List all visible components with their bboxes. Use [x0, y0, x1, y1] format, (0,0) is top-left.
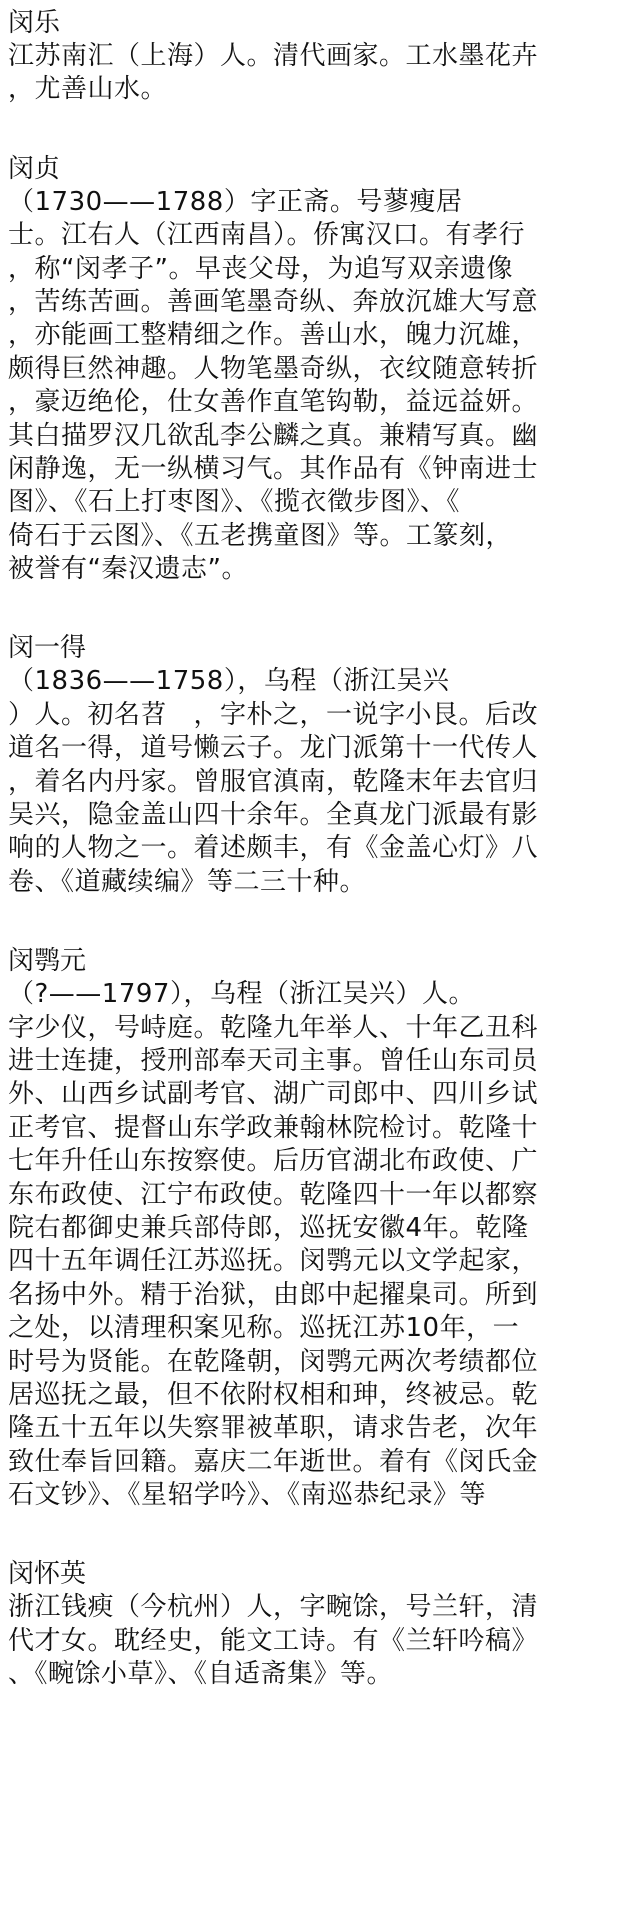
- entry-name: 闵鹗元: [8, 946, 87, 977]
- entry-text-line: 、《畹馀小草》、《自适斋集》等。: [8, 1659, 394, 1690]
- entry-text-line: （1730——1788）字正斋。号蓼瘦居: [8, 186, 463, 217]
- document-page: [8, 6, 632, 1737]
- entry-text-line: ，着名内丹家。曾服官滇南，乾隆末年去官归: [8, 766, 539, 797]
- entry-min-yide: [8, 631, 632, 899]
- entry-text-line: ，苦练苦画。善画笔墨奇纵、奔放沉雄大写意: [8, 286, 539, 317]
- entry-text-line: 四十五年调任江苏巡抚。闵鹗元以文学起家，: [8, 1246, 539, 1277]
- entry-text-line: 石文钞》、《星轺学吟》、《南巡恭纪录》等: [8, 1480, 487, 1511]
- entry-text-line: 响的人物之一。着述颇丰，有《金盖心灯》八: [8, 833, 539, 864]
- entry-name: 闵一得: [8, 633, 87, 664]
- entry-text-line: 字少仪，号峙庭。乾隆九年举人、十年乙丑科: [8, 1012, 539, 1043]
- entry-text-line: ，豪迈绝伦，仕女善作直笔钩勒，益远益妍。: [8, 387, 539, 418]
- entry-text-line: 浙江钱瘐（今杭州）人，字畹馀，号兰轩，清: [8, 1592, 539, 1623]
- entry-text-line: 居巡抚之最，但不依附权相和珅，终被忌。乾: [8, 1379, 539, 1410]
- entry-text-line: ，尤善山水。: [8, 74, 168, 105]
- entry-text-line: 闲静逸，无一纵横习气。其作品有《钟南进士: [8, 453, 539, 484]
- entry-text-line: 正考官、提督山东学政兼翰林院检讨。乾隆十: [8, 1112, 539, 1143]
- entry-text-line: 颇得巨然神趣。人物笔墨奇纵，衣纹随意转折: [8, 353, 539, 384]
- entry-text-line: 七年升任山东按察使。后历官湖北布政使、广: [8, 1146, 539, 1177]
- entry-text-line: 卷、《道藏续编》等二三十种。: [8, 866, 367, 897]
- entry-text-line: 东布政使、江宁布政使。乾隆四十一年以都察: [8, 1179, 539, 1210]
- entry-text-line: 道名一得，道号懒云子。龙门派第十一代传人: [8, 733, 539, 764]
- entry-text-line: 名扬中外。精于治狱，由郎中起擢臬司。所到: [8, 1279, 539, 1310]
- entry-text-line: 代才女。耽经史，能文工诗。有《兰轩吟稿》: [8, 1625, 539, 1656]
- entry-text-line: 致仕奉旨回籍。嘉庆二年逝世。着有《闵氏金: [8, 1446, 539, 1477]
- entry-min-zhen: [8, 152, 632, 587]
- entry-name: 闵贞: [8, 153, 61, 184]
- entry-text-line: 士。江右人（江西南昌）。侨寓汉口。有孝行: [8, 220, 526, 251]
- entry-text-line: 被誉有“秦汉遗志”。: [8, 554, 248, 585]
- entry-text-line: 隆五十五年以失察罪被革职，请求告老，次年: [8, 1413, 539, 1444]
- entry-name: 闵怀英: [8, 1559, 87, 1590]
- entry-text-line: 院右都御史兼兵部侍郎，巡抚安徽4年。乾隆: [8, 1212, 529, 1243]
- entry-text-line: ，亦能画工整精细之作。善山水，魄力沉雄，: [8, 320, 539, 351]
- entry-text-line: 外、山西乡试副考官、湖广司郎中、四川乡试: [8, 1079, 539, 1110]
- entry-text-line: 进士连捷，授刑部奉天司主事。曾任山东司员: [8, 1045, 539, 1076]
- entry-text-line: 倚石于云图》、《五老携童图》等。工篆刻，: [8, 520, 513, 551]
- entry-text-line: （1836——1758），乌程（浙江吴兴: [8, 666, 450, 697]
- entry-text-line: 之处，以清理积案见称。巡抚江苏10年，一: [8, 1313, 520, 1344]
- entry-min-le: [8, 6, 632, 107]
- entry-min-huaiying: [8, 1557, 632, 1691]
- entry-text-line: ）人。初名苕 ，字朴之，一说字小艮。后改: [8, 699, 539, 730]
- entry-text-line: ，称“闵孝子”。早丧父母，为追写双亲遗像: [8, 253, 513, 284]
- entry-text-line: 吴兴，隐金盖山四十余年。全真龙门派最有影: [8, 800, 539, 831]
- entry-text-line: 其白描罗汉几欲乱李公麟之真。兼精写真。幽: [8, 420, 539, 451]
- entry-min-eyuan: [8, 944, 632, 1512]
- entry-text-line: 图》、《石上打枣图》、《揽衣徵步图》、《: [8, 487, 461, 518]
- entry-text-line: 时号为贤能。在乾隆朝，闵鹗元两次考绩都位: [8, 1346, 539, 1377]
- entry-name: 闵乐: [8, 8, 61, 38]
- entry-text-line: 江苏南汇（上海）人。清代画家。工水墨花卉: [8, 41, 539, 71]
- entry-text-line: （?——1797），乌程（浙江吴兴）人。: [8, 979, 475, 1010]
